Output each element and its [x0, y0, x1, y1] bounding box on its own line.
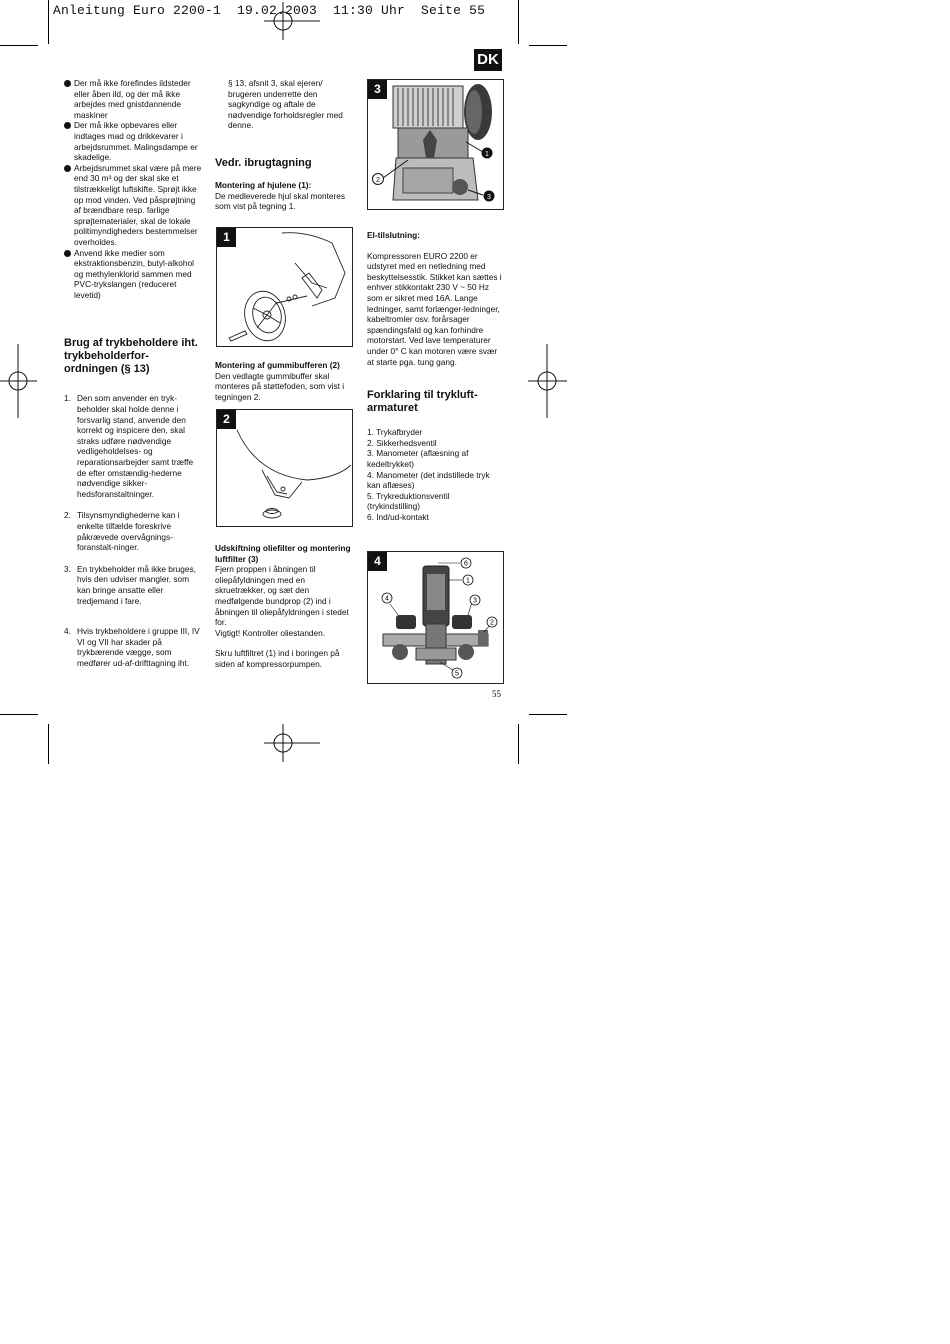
figure-label: 1	[217, 228, 236, 247]
continuation-text: § 13, afsnit 3, skal ejeren/ brugeren underrette den sagkyndige og aftale de nødvendige forholdsregler med denne.	[228, 78, 343, 131]
language-badge: DK	[474, 49, 502, 71]
bullet-item: Anvend ikke medier som ekstraktionsbenzin, butyl-alkohol og methylenklorid sammen med PVC-trykslangen (reduceret levetid)	[64, 248, 202, 301]
el-heading: El-tilslutning:	[367, 230, 420, 240]
bullet-item: Der må ikke forefindes ildsteder eller åben ild, og der må ikke arbejdes med gnistdannende maskiner	[64, 78, 202, 120]
figure-label: 3	[368, 80, 387, 99]
list-item: 4. Manometer (det indstillede tryk kan aflæses)	[367, 469, 490, 491]
column-2-bumper	[215, 360, 353, 402]
section-heading-startup: Vedr. ibrugtagning	[215, 156, 312, 169]
section-heading-pressure-vessels: Brug af trykbeholdere iht. trykbeholderfor-ordningen (§ 13)	[64, 337, 198, 376]
print-header: Anleitung Euro 2200-1 19.02.2003 11:30 Uhr Seite 55	[53, 3, 486, 18]
el-text: Kompressoren EURO 2200 er udstyret med en netledning med beskyttelsesstik. Stikket kan sættes i enhver stikkontakt 230 V ~ 50 Hz som er sikret med 16A. Lange ledninger, samt forlænger-ledninger, kabeltromler osv. forårsager spændingsfald og kan forhindre motorstart. Ved lave temperaturer under 0° C kan motoren være svær at starte pga. tung gang.	[367, 250, 502, 367]
list-item: 2. Tilsynsmyndighederne kan i enkelte tilfælde foreskrive påkrævede overvågnings-foranstalt-ninger.	[64, 510, 180, 553]
wheel-illustration	[217, 228, 352, 346]
list-item: 5. Trykreduktionsventil (trykindstilling)	[367, 490, 450, 512]
pressure-vessel-list	[64, 393, 202, 668]
figure-2-bumper	[216, 409, 353, 527]
figure-label: 2	[217, 410, 236, 429]
bullet-item: Arbejdsrummet skal være på mere end 30 m³ og der skal ske et tilstrækkeligt luftskifte. Sprøjt ikke op mod vinden. Ved påsprøjtning af brændbare resp. farlige sprøjtematerialer, skal de lokale politimyndigheders bestemmelser overholdes.	[64, 163, 202, 248]
list-item: 4. Hvis trykbeholdere i gruppe III, IV VI og VII har skader på trykbærende vægge, som medfører ud-af-drifttagning iht.	[64, 626, 200, 668]
callout-6: 6	[464, 560, 468, 568]
list-item: 1. Trykafbryder	[367, 427, 423, 438]
callout-1: 1	[485, 151, 489, 158]
figure-4-pressure-armature	[367, 551, 504, 684]
wheels-text: De medleverede hjul skal monteres som vist på tegning 1.	[215, 190, 346, 212]
list-item: 3. Manometer (aflæsning af kedeltrykket)	[367, 448, 469, 469]
armature-list	[367, 427, 503, 522]
figure-label: 4	[368, 552, 387, 571]
wheels-subheading: Montering af hjulene (1):	[215, 179, 312, 190]
bumper-subheading: Montering af gummibufferen (2)	[215, 360, 340, 370]
list-item: 3. En trykbeholder må ikke bruges, hvis den udviser mangler, som kan bringe ansatte eller tredjemand i fare.	[64, 563, 196, 606]
callout-2: 2	[376, 177, 380, 184]
column-3	[367, 230, 503, 522]
bumper-illustration	[217, 410, 352, 526]
bumper-text: Den vedlagte gummibuffer skal monteres på støttefoden, som vist i tegningen 2.	[215, 370, 345, 402]
list-item: 6. Ind/ud-kontakt	[367, 511, 429, 522]
page-number: 55	[492, 689, 501, 699]
oil-warning: Vigtigt! Kontroller oliestanden.	[215, 627, 326, 638]
list-item: 1. Den som anvender en tryk-beholder skal holde denne i forsvarlig stand, anvende den korrekt og inspicere den, skal straks udføre nødvendige vedligeholdelses- og reparationsarbejder samt træffe de efter omstændig-hederne nødvendige sikker-hedsforanstaltninger.	[64, 393, 194, 499]
callout-3: 3	[473, 597, 477, 605]
section-heading-armature: Forklaring til trykluft-armaturet	[367, 389, 478, 415]
callout-2: 2	[490, 619, 494, 627]
oil-text: Fjern proppen i åbningen til oliepåfyldningen med en skruetrækker, og sæt den medfølgende bundprop (2) ind i åbningen til oliepåfyldningen i stedet for.	[215, 564, 349, 628]
callout-3: 3	[487, 194, 491, 201]
column-2	[215, 78, 353, 212]
oil-subheading: Udskiftning oliefilter og montering luftfilter (3)	[215, 543, 351, 564]
column-1	[64, 78, 202, 669]
column-2-oil	[215, 543, 353, 670]
callout-1: 1	[466, 577, 470, 585]
figure-3-compressor-pump	[367, 79, 504, 210]
callout-5: 5	[455, 670, 459, 678]
fig4-callouts	[368, 552, 503, 683]
safety-bullet-list	[64, 78, 202, 300]
list-item: 2. Sikkerhedsventil	[367, 437, 437, 448]
figure-1-wheel	[216, 227, 353, 347]
fig3-callouts	[368, 80, 503, 209]
bullet-item: Der må ikke opbevares eller indtages mad og drikkevarer i arbejdsrummet. Malingsdampe er skadelige.	[64, 120, 202, 162]
filter-text: Skru luftfiltret (1) ind i boringen på siden af kompressorpumpen.	[215, 648, 340, 669]
callout-4: 4	[385, 595, 389, 603]
